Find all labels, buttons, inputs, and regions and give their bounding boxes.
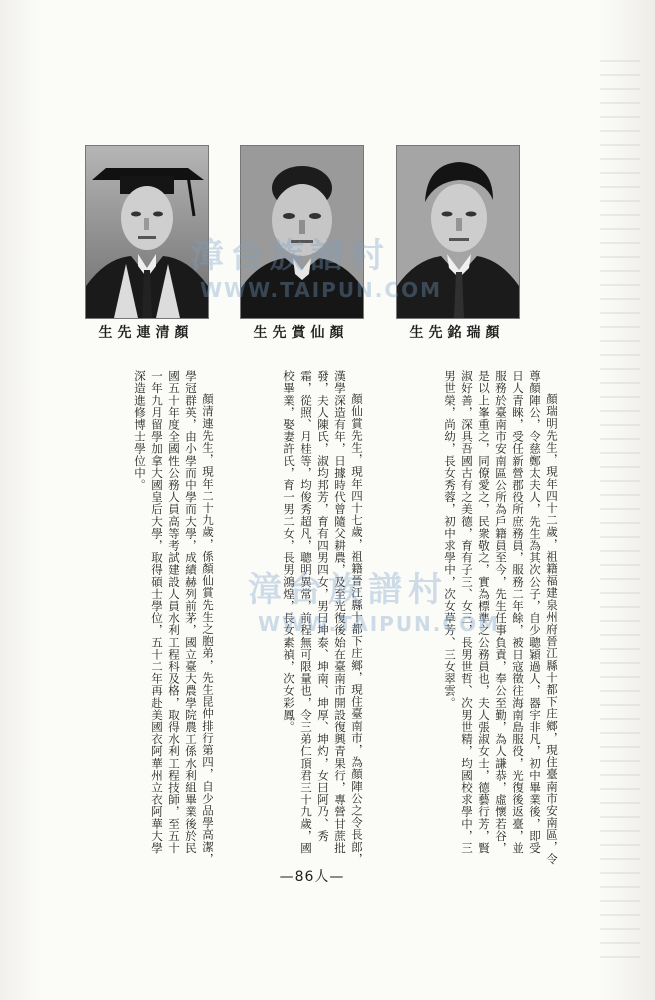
caption-yan-qinglian [76,322,216,342]
watermark-url: WWW.TAIPUN.COM [200,278,442,302]
watermark-title: 漳台族譜村 [248,570,448,610]
caption-text: 顏瑞銘先生 [409,325,505,341]
portrait-photo-yan-ruiming [396,145,520,319]
portrait-photo-yan-qinglian [85,145,209,319]
bio-yan-xianshang [225,370,365,865]
bio-yan-ruiming [372,370,560,865]
caption-text: 顏仙賞先生 [253,325,349,341]
caption-yan-xianshang [231,322,371,342]
graduate-portrait-icon [86,146,208,318]
bio-paragraph: 顏仙賞先生，現年四十七歲，祖籍晉江縣十都下庄鄉，現住臺南市，為顏陣公之令長郎，漢學深造有年，日據時代曾隨父耕農，及至光復後始在臺南市開設復興青果行，專營甘蔗批發，夫人陳氏，淑均邦芳，育有四男四女，男曰坤泰、坤南、坤厚、坤灼，女曰阿乃、秀霜，從照、月桂等，均俊秀超凡，聰明異常，前程無可限量也，令三弟仁頂君三十九歲，國校畢業，娶妻許氏，育一男二女，長男鴻煌，長女素禎，次女彩鳳。 [282,370,364,865]
watermark-title: 漳台族譜村 [190,236,390,276]
man-portrait-icon [241,146,363,318]
caption-yan-ruiming [387,322,527,342]
bio-yan-qinglian [88,370,216,865]
page-number: —86人— [279,869,345,885]
bio-paragraph: 顏清連先生，現年二十九歲，係顏仙賞先生之胞弟，先生昆仲排行第四，自少品學高潔，學冠群英，由小學而中學而大學，成績赫列前茅，國立臺大農學院農工係水利組畢業後於民國五十年度全國性公務人員高等考試建設人員水利工程科及格，取得水利工程技師，至五十一年九月留學加拿大國皇后大學，取得碩士學位，五十二年再赴美國衣阿華州立衣阿華大學深造進修博士學位中。 [133,370,215,865]
bio-paragraph: 顏瑞明先生，現年四十二歲，祖籍福建泉州府晉江縣十都下庄鄉，現住臺南市安南區，令尊顏陣公，令慈鄭太夫人，先生為其次公子，自少聰穎過人，器宇非凡，初中畢業後，即受日人青睞，受任新營郡役所庶務員，服務二年餘，被日寇徵往海南島服役，光復後返臺，並服務於臺南市安南區公所為戶籍員至今，先生任事負責，奉公至勤，為人謙恭，虛懷若谷，是以上峯重之，同僚愛之，民衆敬之，實為標準之公務員也，夫人張淑女士，德藝行芳，賢淑好善，深具吾國古有之美德，育有子三、女三，長男世哲、次男世精，均國校求學中，三男世榮，尚幼，長女秀蓉，初中求學中，次女草芳、三女翠雲。 [443,370,559,865]
watermark-url: WWW.TAIPUN.COM [258,612,500,636]
portrait-photo-yan-xianshang [240,145,364,319]
caption-text: 顏清連先生 [98,325,194,341]
young-man-portrait-icon [397,146,519,318]
bleed-through-shadow [600,60,640,960]
